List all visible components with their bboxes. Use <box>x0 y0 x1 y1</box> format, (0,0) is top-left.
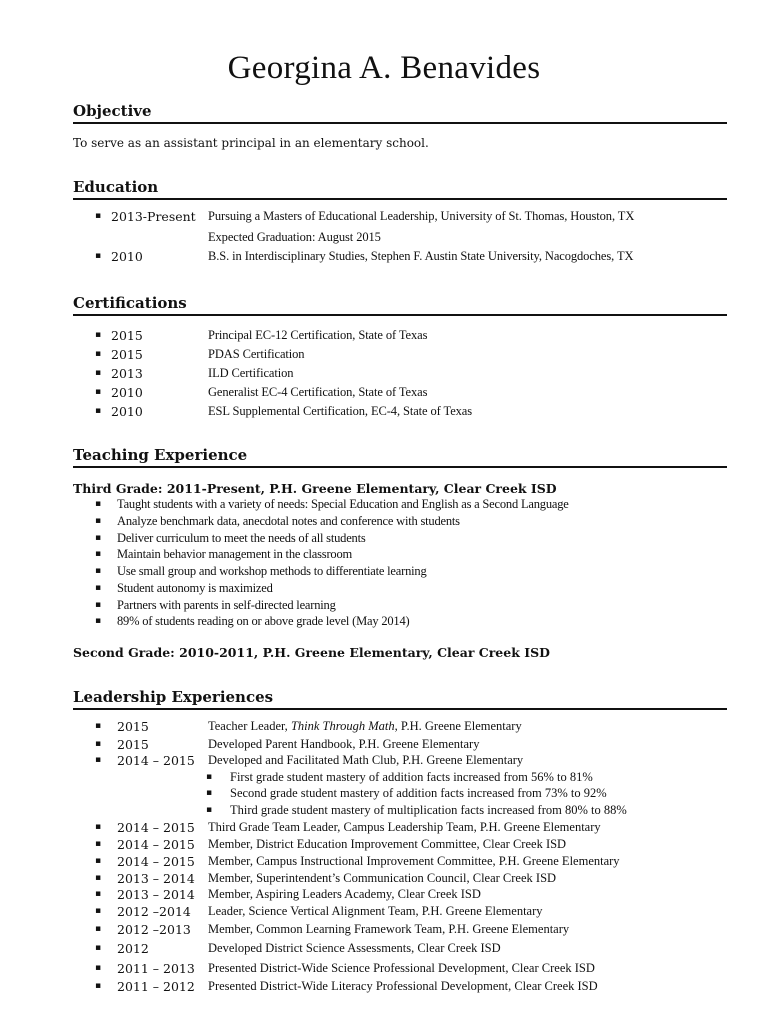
leadership-heading: Leadership Experiences <box>73 688 274 706</box>
bullet-icon: ▪ <box>95 406 102 416</box>
leadership-desc: Member, District Education Improvement Committee, Clear Creek ISD <box>208 837 567 851</box>
bullet-icon: ▪ <box>95 499 102 509</box>
bullet-icon: ▪ <box>95 856 102 866</box>
teaching-heading: Teaching Experience <box>73 446 248 464</box>
leadership-date: 2013 – 2014 <box>117 871 195 886</box>
leadership-desc-italic: Think Through Math <box>290 719 395 733</box>
leadership-item <box>0 904 768 921</box>
cert-desc: Principal EC-12 Certification, State of Texas <box>208 328 428 342</box>
resume-name: Georgina A. Benavides <box>227 50 541 86</box>
leadership-desc: Developed Parent Handbook, P.H. Greene Elementary <box>208 737 480 751</box>
cert-date: 2015 <box>111 347 143 362</box>
bullet-icon: ▪ <box>95 349 102 359</box>
leadership-item <box>0 719 768 736</box>
leadership-item <box>0 961 768 978</box>
leadership-subitem-text: First grade student mastery of addition facts increased from 56% to 81% <box>230 770 593 784</box>
bullet-icon: ▪ <box>95 516 102 526</box>
leadership-date: 2012 –2014 <box>117 904 191 919</box>
teaching-bullet <box>0 547 768 564</box>
education-heading: Education <box>73 178 159 196</box>
leadership-item <box>0 820 768 837</box>
leadership-item <box>0 887 768 904</box>
leadership-desc: Member, Campus Instructional Improvement Committee, P.H. Greene Elementary <box>208 854 620 868</box>
bullet-icon: ▪ <box>95 739 102 749</box>
teaching-rule <box>73 466 727 468</box>
leadership-date: 2012 <box>117 941 149 956</box>
certifications-heading: Certifications <box>73 294 187 312</box>
education-item <box>0 209 768 226</box>
leadership-subitem <box>0 786 768 803</box>
teaching-bullet-text: Student autonomy is maximized <box>117 581 273 595</box>
bullet-icon: ▪ <box>95 981 102 991</box>
leadership-desc: Third Grade Team Leader, Campus Leadership Team, P.H. Greene Elementary <box>208 820 601 834</box>
leadership-item <box>0 922 768 939</box>
teaching-bullet <box>0 497 768 514</box>
leadership-desc: Presented District-Wide Science Professional Development, Clear Creek ISD <box>208 961 595 975</box>
leadership-item <box>0 941 768 958</box>
bullet-icon: ▪ <box>95 251 102 261</box>
bullet-icon: ▪ <box>95 873 102 883</box>
bullet-icon: ▪ <box>206 805 213 815</box>
cert-item <box>0 404 768 421</box>
cert-desc: PDAS Certification <box>208 347 305 361</box>
leadership-date: 2015 <box>117 737 149 752</box>
education-desc: Pursuing a Masters of Educational Leadership, University of St. Thomas, Houston, TX <box>208 209 635 223</box>
bullet-icon: ▪ <box>95 549 102 559</box>
objective-heading: Objective <box>73 102 152 120</box>
objective-rule <box>73 122 727 124</box>
leadership-desc: Member, Common Learning Framework Team, P.H. Greene Elementary <box>208 922 570 936</box>
cert-date: 2010 <box>111 404 143 419</box>
teaching-bullet-text: Analyze benchmark data, anecdotal notes and conference with students <box>117 514 460 528</box>
leadership-date: 2014 – 2015 <box>117 837 195 852</box>
leadership-date: 2015 <box>117 719 149 734</box>
teaching-bullet-text: Use small group and workshop methods to differentiate learning <box>117 564 427 578</box>
certifications-rule <box>73 314 727 316</box>
leadership-item <box>0 837 768 854</box>
education-date: 2013-Present <box>111 209 196 224</box>
leadership-rule <box>73 708 727 710</box>
leadership-subitem-text: Second grade student mastery of addition facts increased from 73% to 92% <box>230 786 607 800</box>
cert-desc: ESL Supplemental Certification, EC-4, State of Texas <box>208 404 473 418</box>
education-item <box>0 249 768 266</box>
bullet-icon: ▪ <box>95 583 102 593</box>
teaching-bullet-text: Deliver curriculum to meet the needs of all students <box>117 531 366 545</box>
teaching-bullet <box>0 531 768 548</box>
cert-date: 2015 <box>111 328 143 343</box>
education-rule <box>73 198 727 200</box>
education-desc: B.S. in Interdisciplinary Studies, Stephen F. Austin State University, Nacogdoches, TX <box>208 249 634 263</box>
bullet-icon: ▪ <box>95 330 102 340</box>
leadership-desc: Leader, Science Vertical Alignment Team, P.H. Greene Elementary <box>208 904 543 918</box>
cert-date: 2010 <box>111 385 143 400</box>
bullet-icon: ▪ <box>95 600 102 610</box>
cert-item <box>0 366 768 383</box>
bullet-icon: ▪ <box>95 889 102 899</box>
teaching-bullet-text: Taught students with a variety of needs: Special Education and English as a Second Language <box>117 497 569 511</box>
leadership-desc <box>208 719 522 734</box>
leadership-desc: Developed District Science Assessments, Clear Creek ISD <box>208 941 501 955</box>
leadership-desc: Member, Aspiring Leaders Academy, Clear Creek ISD <box>208 887 481 901</box>
bullet-icon: ▪ <box>206 788 213 798</box>
leadership-item <box>0 753 768 770</box>
leadership-item <box>0 871 768 888</box>
bullet-icon: ▪ <box>95 566 102 576</box>
leadership-date: 2014 – 2015 <box>117 753 195 768</box>
leadership-date: 2011 – 2013 <box>117 961 195 976</box>
objective-text: To serve as an assistant principal in an elementary school. <box>73 136 429 150</box>
teaching-bullet <box>0 514 768 531</box>
bullet-icon: ▪ <box>95 721 102 731</box>
leadership-subitem <box>0 770 768 787</box>
leadership-item <box>0 979 768 996</box>
leadership-item <box>0 854 768 871</box>
bullet-icon: ▪ <box>95 943 102 953</box>
teaching-bullet <box>0 564 768 581</box>
teaching-bullet <box>0 614 768 631</box>
leadership-desc: Member, Superintendent’s Communication Council, Clear Creek ISD <box>208 871 557 885</box>
teaching-bullet-text: Maintain behavior management in the classroom <box>117 547 353 561</box>
second-grade-heading: Second Grade: 2010-2011, P.H. Greene Elementary, Clear Creek ISD <box>73 645 550 660</box>
teaching-bullet <box>0 598 768 615</box>
bullet-icon: ▪ <box>95 963 102 973</box>
education-item-cont <box>0 230 768 247</box>
bullet-icon: ▪ <box>95 368 102 378</box>
leadership-date: 2011 – 2012 <box>117 979 195 994</box>
bullet-icon: ▪ <box>95 616 102 626</box>
bullet-icon: ▪ <box>95 387 102 397</box>
leadership-date: 2013 – 2014 <box>117 887 195 902</box>
leadership-date: 2012 –2013 <box>117 922 191 937</box>
education-date: 2010 <box>111 249 143 264</box>
leadership-item <box>0 737 768 754</box>
bullet-icon: ▪ <box>95 839 102 849</box>
bullet-icon: ▪ <box>95 906 102 916</box>
bullet-icon: ▪ <box>95 924 102 934</box>
teaching-bullet <box>0 581 768 598</box>
leadership-subitem <box>0 803 768 820</box>
bullet-icon: ▪ <box>95 755 102 765</box>
cert-date: 2013 <box>111 366 143 381</box>
teaching-bullet-text: 89% of students reading on or above grade level (May 2014) <box>117 614 410 628</box>
bullet-icon: ▪ <box>95 822 102 832</box>
leadership-desc-pre: Teacher Leader, <box>208 719 291 733</box>
third-grade-heading: Third Grade: 2011-Present, P.H. Greene Elementary, Clear Creek ISD <box>73 481 557 496</box>
cert-desc: Generalist EC-4 Certification, State of Texas <box>208 385 428 399</box>
bullet-icon: ▪ <box>95 211 102 221</box>
cert-item <box>0 385 768 402</box>
leadership-date: 2014 – 2015 <box>117 854 195 869</box>
bullet-icon: ▪ <box>206 772 213 782</box>
education-desc-line2: Expected Graduation: August 2015 <box>208 230 381 244</box>
cert-item <box>0 347 768 364</box>
cert-desc: ILD Certification <box>208 366 294 380</box>
leadership-desc: Presented District-Wide Literacy Professional Development, Clear Creek ISD <box>208 979 598 993</box>
leadership-subitem-text: Third grade student mastery of multiplication facts increased from 80% to 88% <box>230 803 627 817</box>
leadership-desc-post: , P.H. Greene Elementary <box>394 719 522 733</box>
bullet-icon: ▪ <box>95 533 102 543</box>
leadership-date: 2014 – 2015 <box>117 820 195 835</box>
teaching-bullet-text: Partners with parents in self-directed learning <box>117 598 336 612</box>
cert-item <box>0 328 768 345</box>
leadership-desc: Developed and Facilitated Math Club, P.H. Greene Elementary <box>208 753 524 767</box>
